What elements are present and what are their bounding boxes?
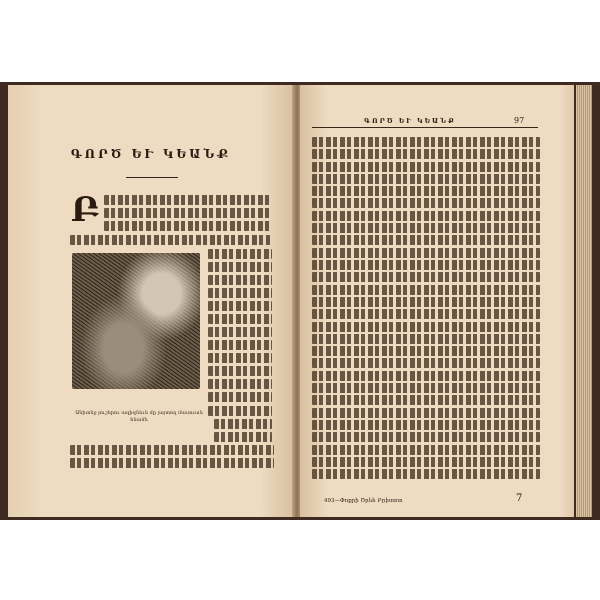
header-rule: [312, 127, 538, 128]
title-rule: [126, 177, 178, 178]
text-line: [312, 248, 540, 258]
text-line: [312, 457, 540, 467]
page-edges: [576, 85, 592, 517]
text-line: [312, 162, 540, 172]
text-line: [312, 272, 540, 282]
text-line: [312, 223, 540, 233]
text-line: [208, 301, 272, 311]
text-line: [208, 249, 272, 259]
book-spread: [0, 82, 600, 520]
text-line: [70, 458, 274, 468]
text-line: [312, 137, 540, 147]
text-line: [312, 395, 540, 405]
text-line: [208, 366, 272, 376]
text-line: [208, 275, 272, 285]
chapter-title: ԳՈՐԾ ԵՒ ԿԵԱՆՔ: [70, 147, 232, 161]
text-line: [312, 297, 540, 307]
text-line: [208, 340, 272, 350]
illustration-caption: Անխոնջ յուշերու ազիզնեւն մը յայտող մասուան հնամե: [75, 410, 203, 423]
text-line: [104, 208, 272, 218]
signature-mark: 7: [516, 493, 523, 504]
text-line: [208, 327, 272, 337]
text-line: [312, 309, 540, 319]
text-line: [312, 285, 540, 295]
text-line: [312, 420, 540, 430]
text-line: [312, 469, 540, 479]
running-head: ԳՈՐԾ ԵՒ ԿԵԱՆՔ: [364, 117, 456, 125]
page-footer: 493—Փոքրի Ծրեհ Բրիտոտ: [324, 498, 403, 504]
text-line: [208, 262, 272, 272]
text-line: [312, 346, 540, 356]
text-line: [312, 383, 540, 393]
text-line: [312, 371, 540, 381]
text-line: [312, 235, 540, 245]
text-line: [70, 445, 274, 455]
text-line: [312, 358, 540, 368]
text-line: [208, 406, 272, 416]
engraving-illustration: [72, 253, 200, 389]
text-line: [208, 288, 272, 298]
text-line: [312, 198, 540, 208]
text-line: [208, 314, 272, 324]
text-line: [312, 334, 540, 344]
text-line: [70, 235, 270, 245]
text-line: [208, 379, 272, 389]
text-line: [214, 419, 272, 429]
page-number: 97: [514, 116, 525, 125]
text-line: [312, 322, 540, 332]
text-line: [214, 432, 272, 442]
text-line: [312, 445, 540, 455]
text-line: [312, 408, 540, 418]
text-line: [312, 260, 540, 270]
text-line: [104, 221, 272, 231]
text-line: [312, 186, 540, 196]
text-line: [104, 195, 272, 205]
drop-cap: Բ: [70, 190, 100, 230]
text-line: [208, 392, 272, 402]
text-line: [312, 174, 540, 184]
text-line: [312, 211, 540, 221]
text-line: [312, 149, 540, 159]
left-page: [8, 85, 294, 517]
text-line: [312, 432, 540, 442]
right-page: [300, 85, 574, 517]
text-line: [208, 353, 272, 363]
